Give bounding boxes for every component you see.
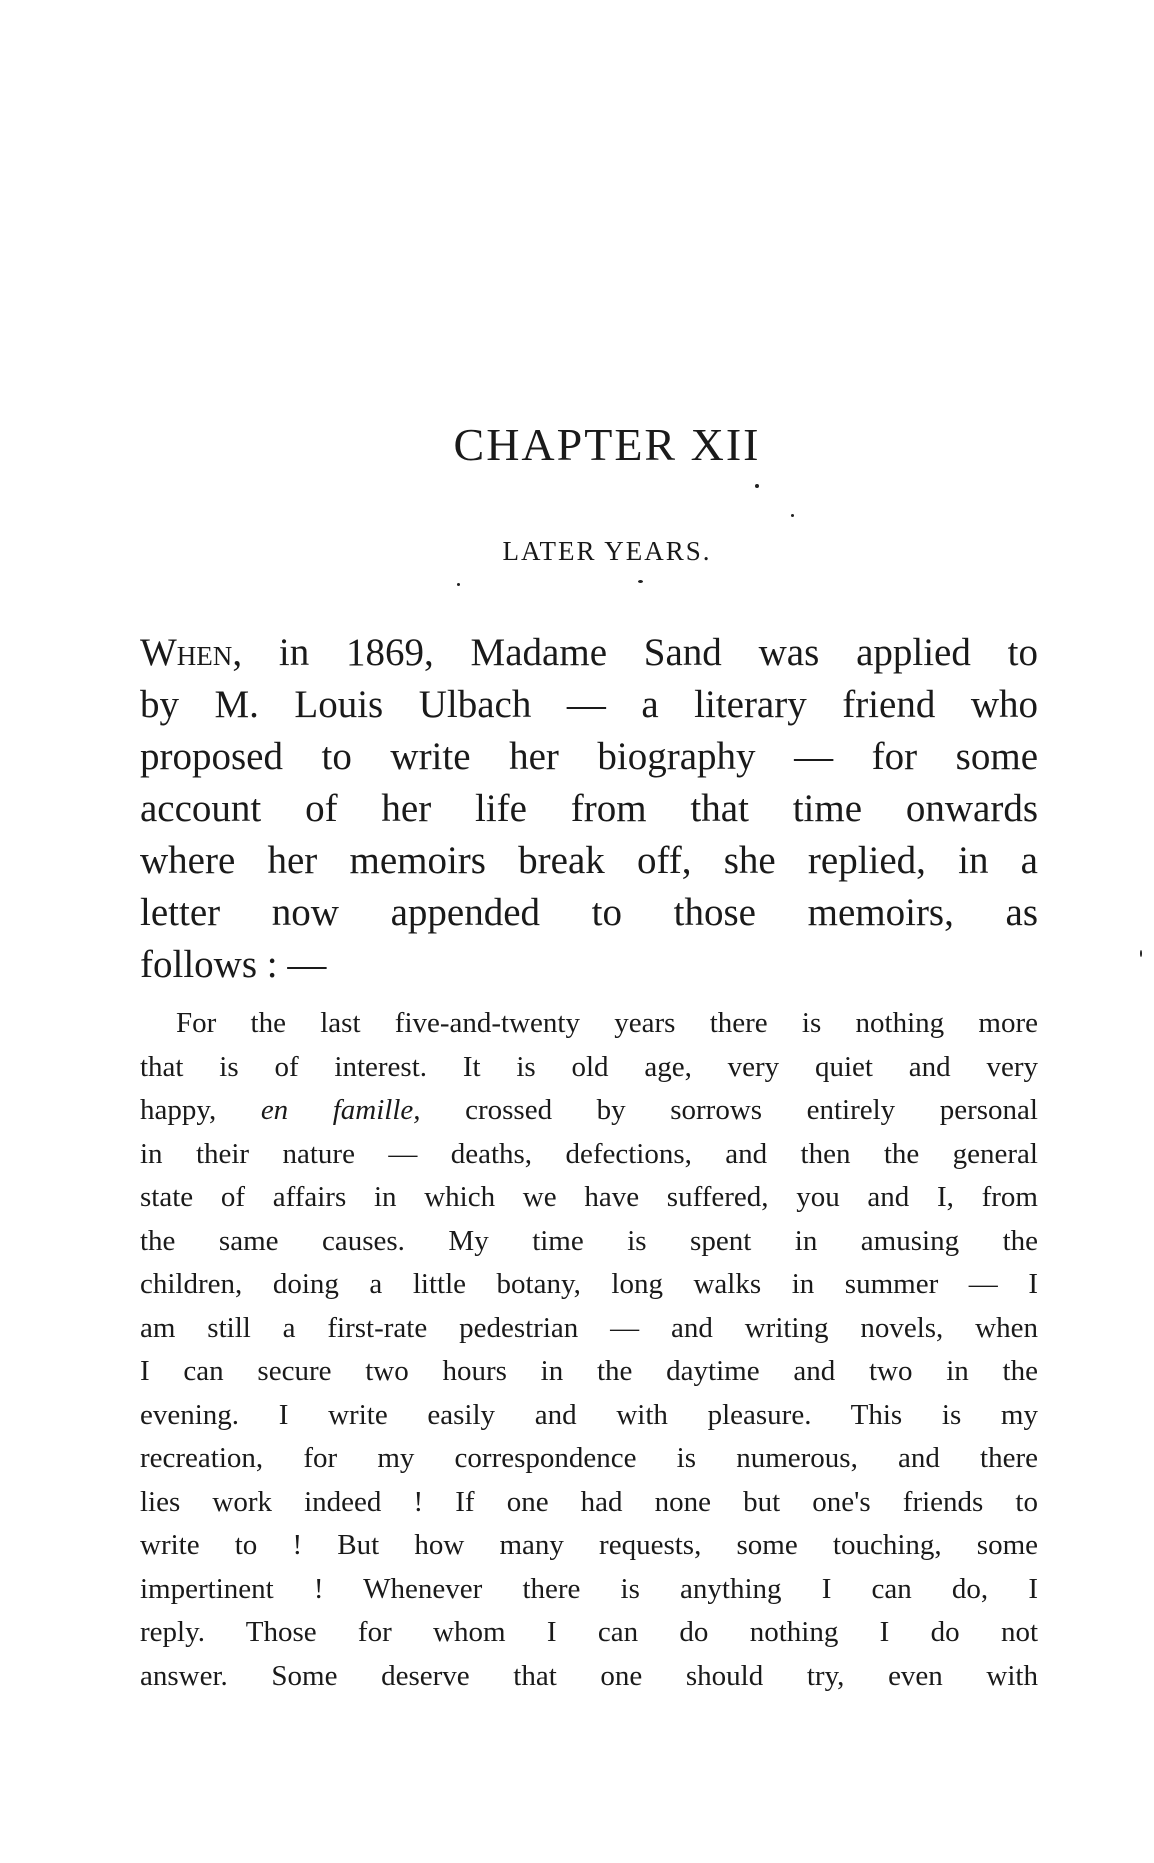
quoted-letter [140,1002,1038,1698]
quote-line: I can secure two hours in the daytime and two in the [140,1355,1038,1387]
lead-line: where her memoirs break off, she replied, in a [140,839,1038,882]
quote-line: evening. I write easily and with pleasure. This is my [140,1398,1038,1431]
lead-line: letter now appended to those memoirs, as [140,891,1038,934]
lead-line: account of her life from that time onwards [140,787,1038,830]
quote-line-text: happy, [140,1094,261,1126]
lead-line: by M. Louis Ulbach — a literary friend who [140,683,1038,726]
italic-phrase: en famille, [260,1094,421,1126]
quote-line: in their nature — deaths, defections, and then the general [140,1137,1038,1170]
quote-line: impertinent ! Whenever there is anything I can do, I [140,1572,1038,1605]
quote-line [140,1089,1038,1133]
chapter-subtitle: LATER YEARS. [502,536,712,566]
scan-speck [1140,950,1142,957]
chapter-title: CHAPTER XII [453,419,761,470]
lead-paragraph [140,627,1038,991]
scan-speck [457,583,460,586]
lead-line: proposed to write her biography — for some [140,735,1038,778]
lead-first-word: When [140,631,233,674]
quote-line: recreation, for my correspondence is numerous, and there [140,1442,1038,1474]
quote-line: state of affairs in which we have suffered, you and I, from [140,1181,1038,1213]
quote-line: write to ! But how many requests, some touching, some [140,1529,1038,1561]
quote-line: answer. Some deserve that one should try, even with [140,1659,1038,1692]
quote-line: For the last five-and-twenty years there is nothing more [176,1007,1038,1039]
quote-line: am still a first-rate pedestrian — and writing novels, when [140,1311,1038,1344]
quote-line: reply. Those for whom I can do nothing I do not [140,1616,1038,1648]
quote-line-text: crossed by sorrows entirely personal [420,1094,1038,1126]
lead-line [140,627,1038,679]
scan-speck [638,580,643,583]
lead-line: follows : — [140,943,327,986]
scan-speck [755,484,759,488]
scan-speck [791,514,794,517]
quote-line: children, doing a little botany, long walks in summer — I [140,1268,1038,1300]
quote-line: that is of interest. It is old age, very quiet and very [140,1050,1038,1083]
quote-line: the same causes. My time is spent in amusing the [140,1224,1038,1257]
quote-line: lies work indeed ! If one had none but one's friends to [140,1485,1038,1518]
lead-line-text: , in 1869, Madame Sand was applied to [232,631,1038,674]
